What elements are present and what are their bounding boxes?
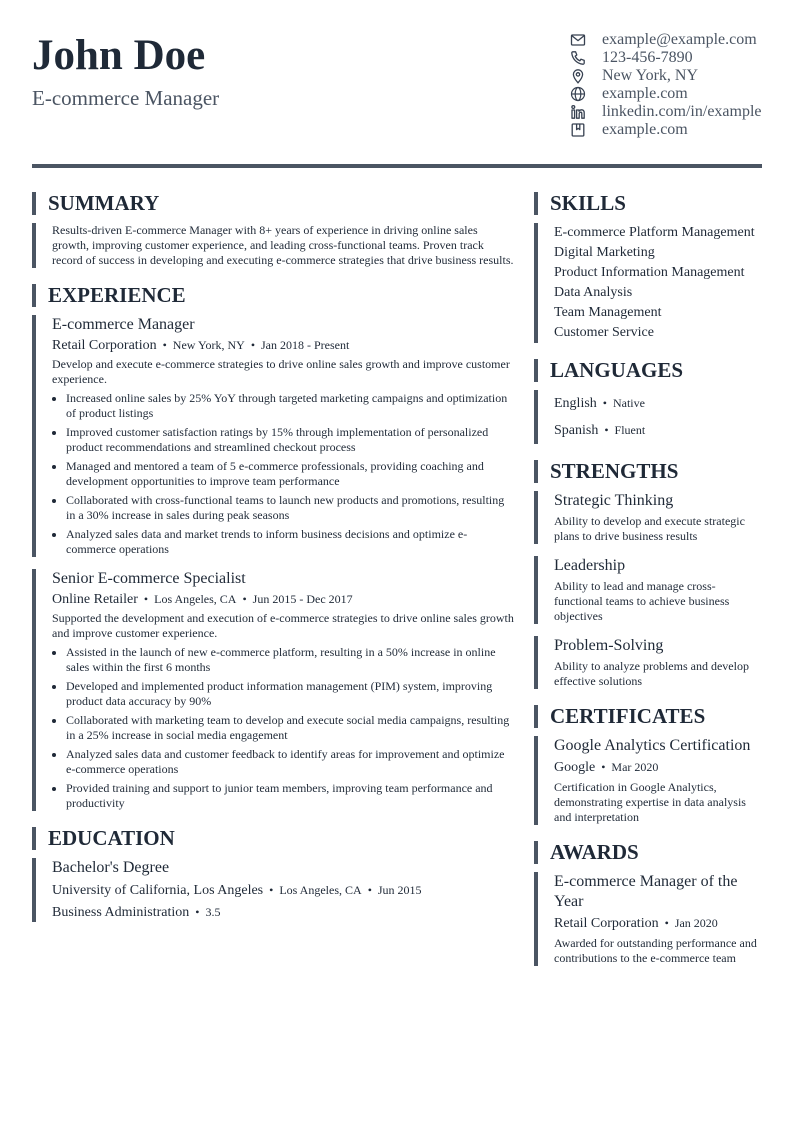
strength-entry (534, 636, 764, 689)
bullet-item: • Analyzed sales data and customer feedback to identify areas for improvement and optimize e-commerce operations (66, 747, 514, 777)
skill-item: Customer Service (554, 325, 654, 340)
contact-email[interactable] (568, 31, 768, 49)
strength-entry (534, 556, 764, 624)
strength-desc: Ability to analyze problems and develop effective solutions (554, 659, 749, 688)
linkedin-icon (570, 104, 586, 120)
contact-portfolio[interactable] (568, 121, 768, 139)
certificate-entry (534, 736, 764, 825)
school: University of California, Los Angeles (52, 883, 264, 898)
contact-email-text: example@example.com (602, 31, 757, 48)
summary-heading: SUMMARY (32, 192, 514, 215)
bullet-item: • Collaborated with marketing team to develop and execute social media campaigns, resulting in a 25% increase in social media engagement (66, 713, 514, 743)
language-name: English (554, 396, 597, 411)
languages-heading: LANGUAGES (534, 359, 764, 382)
certificate-issuer: Google (554, 760, 596, 775)
field-of-study: Business Administration (52, 905, 190, 920)
skill-item: Data Analysis (554, 285, 633, 300)
contact-linkedin-text: linkedin.com/in/example (602, 103, 762, 120)
contact-phone-text: 123-456-7890 (602, 49, 693, 66)
language-level: Native (612, 396, 645, 410)
phone-icon (570, 50, 586, 66)
right-column (534, 192, 764, 966)
summary-block (32, 223, 514, 268)
skill-item: E-commerce Platform Management (554, 225, 755, 240)
job-bullets (52, 391, 514, 557)
certificates-heading: CERTIFICATES (534, 705, 764, 728)
bullet-item: • Managed and mentored a team of 5 e-commerce professionals, providing coaching and development opportunities to improve team performance (66, 459, 514, 489)
strength-title: Strategic Thinking (554, 492, 674, 509)
skills-heading: SKILLS (534, 192, 764, 215)
location-pin-icon (570, 68, 586, 84)
strength-title: Leadership (554, 557, 626, 574)
experience-entry (32, 569, 514, 811)
education-meta: University of California, Los Angeles • Los Angeles, CA • Jun 2015 (52, 883, 422, 898)
job-description: Develop and execute e-commerce strategies to drive online sales growth and improve customer experience. (52, 357, 510, 386)
languages-block (534, 390, 764, 444)
language-name: Spanish (554, 423, 599, 438)
bullet-item: • Increased online sales by 25% YoY through targeted marketing campaigns and optimization of product listings (66, 391, 514, 421)
education-field-row: Business Administration • 3.5 (52, 905, 221, 920)
bookmark-icon (570, 122, 586, 138)
left-column (32, 192, 514, 922)
contact-portfolio-text: example.com (602, 121, 688, 138)
certificate-title: Google Analytics Certification (554, 737, 751, 754)
job-company: Retail Corporation (52, 338, 157, 353)
job-dates: Jan 2018 - Present (261, 338, 350, 352)
bullet-item: • Developed and implemented product information management (PIM) system, improving product data accuracy by 90% (66, 679, 514, 709)
bullet-item: • Provided training and support to junior team members, improving team performance and productivity (66, 781, 514, 811)
bullet-item: • Collaborated with cross-functional teams to launch new products and promotions, resulting in a 30% increase in sales during peak seasons (66, 493, 514, 523)
candidate-name: John Doe (32, 32, 206, 79)
contact-website[interactable] (568, 85, 768, 103)
skill-item: Digital Marketing (554, 245, 655, 260)
award-issuer: Retail Corporation (554, 916, 659, 931)
job-location: New York, NY (172, 338, 245, 352)
skill-item: Team Management (554, 305, 662, 320)
bullet-item: • Analyzed sales data and market trends to inform business decisions and optimize e-commerce operations (66, 527, 514, 557)
certificate-date: Mar 2020 (611, 760, 659, 774)
bullet-item: • Assisted in the launch of new e-commerce platform, resulting in a 50% increase in online sales within the first 6 months (66, 645, 514, 675)
job-description: Supported the development and execution of e-commerce strategies to drive online sales growth and improve customer experience. (52, 611, 514, 640)
award-desc: Awarded for outstanding performance and contributions to the e-commerce team (554, 936, 757, 965)
candidate-title: E-commerce Manager (32, 86, 220, 110)
contact-phone[interactable] (568, 49, 768, 67)
graduation-date: Jun 2015 (377, 883, 422, 897)
header-divider (32, 164, 762, 168)
degree: Bachelor's Degree (52, 859, 170, 876)
gpa: 3.5 (205, 905, 221, 919)
contact-location-text: New York, NY (602, 67, 699, 84)
resume-header (32, 30, 762, 150)
skills-block (534, 223, 764, 343)
award-entry (534, 872, 764, 966)
certificate-meta: Google • Mar 2020 (554, 760, 659, 775)
skill-item: Product Information Management (554, 265, 745, 280)
certificate-desc: Certification in Google Analytics, demonstrating expertise in data analysis and interpretation (554, 780, 746, 824)
job-title: Senior E-commerce Specialist (52, 570, 246, 587)
job-meta: Retail Corporation • New York, NY • Jan 2018 - Present (52, 338, 350, 353)
education-heading: EDUCATION (32, 827, 514, 850)
contact-linkedin[interactable] (568, 103, 768, 121)
experience-entry (32, 315, 514, 557)
job-company: Online Retailer (52, 592, 138, 607)
mail-icon (570, 32, 586, 48)
strength-desc: Ability to lead and manage cross-functional teams to achieve business objectives (554, 579, 730, 623)
job-title: E-commerce Manager (52, 316, 195, 333)
language-level: Fluent (614, 423, 646, 437)
job-bullets (52, 645, 514, 811)
experience-heading: EXPERIENCE (32, 284, 514, 307)
contact-website-text: example.com (602, 85, 688, 102)
strengths-heading: STRENGTHS (534, 460, 764, 483)
award-date: Jan 2020 (674, 916, 718, 930)
strength-desc: Ability to develop and execute strategic plans to drive business results (554, 514, 745, 543)
strength-title: Problem-Solving (554, 637, 664, 654)
awards-heading: AWARDS (534, 841, 764, 864)
language-item: English • Native (554, 396, 645, 411)
job-location: Los Angeles, CA (154, 592, 237, 606)
award-meta: Retail Corporation • Jan 2020 (554, 916, 718, 931)
strength-entry (534, 491, 764, 544)
school-location: Los Angeles, CA (279, 883, 362, 897)
award-title: E-commerce Manager of the Year (554, 873, 738, 910)
job-dates: Jun 2015 - Dec 2017 (252, 592, 353, 606)
education-entry (32, 858, 514, 922)
summary-text: Results-driven E-commerce Manager with 8+ years of experience in driving online sales growth, improving customer experience, and leading cross-functional teams. Proven track record of success in developing and executing e-commerce strategies that drive business results. (52, 223, 514, 267)
job-meta: Online Retailer • Los Angeles, CA • Jun 2015 - Dec 2017 (52, 592, 353, 607)
contact-list (568, 31, 768, 139)
contact-location (568, 67, 768, 85)
globe-icon (570, 86, 586, 102)
bullet-item: • Improved customer satisfaction ratings by 15% through implementation of personalized product recommendations and streamlined checkout process (66, 425, 514, 455)
language-item: Spanish • Fluent (554, 423, 646, 438)
